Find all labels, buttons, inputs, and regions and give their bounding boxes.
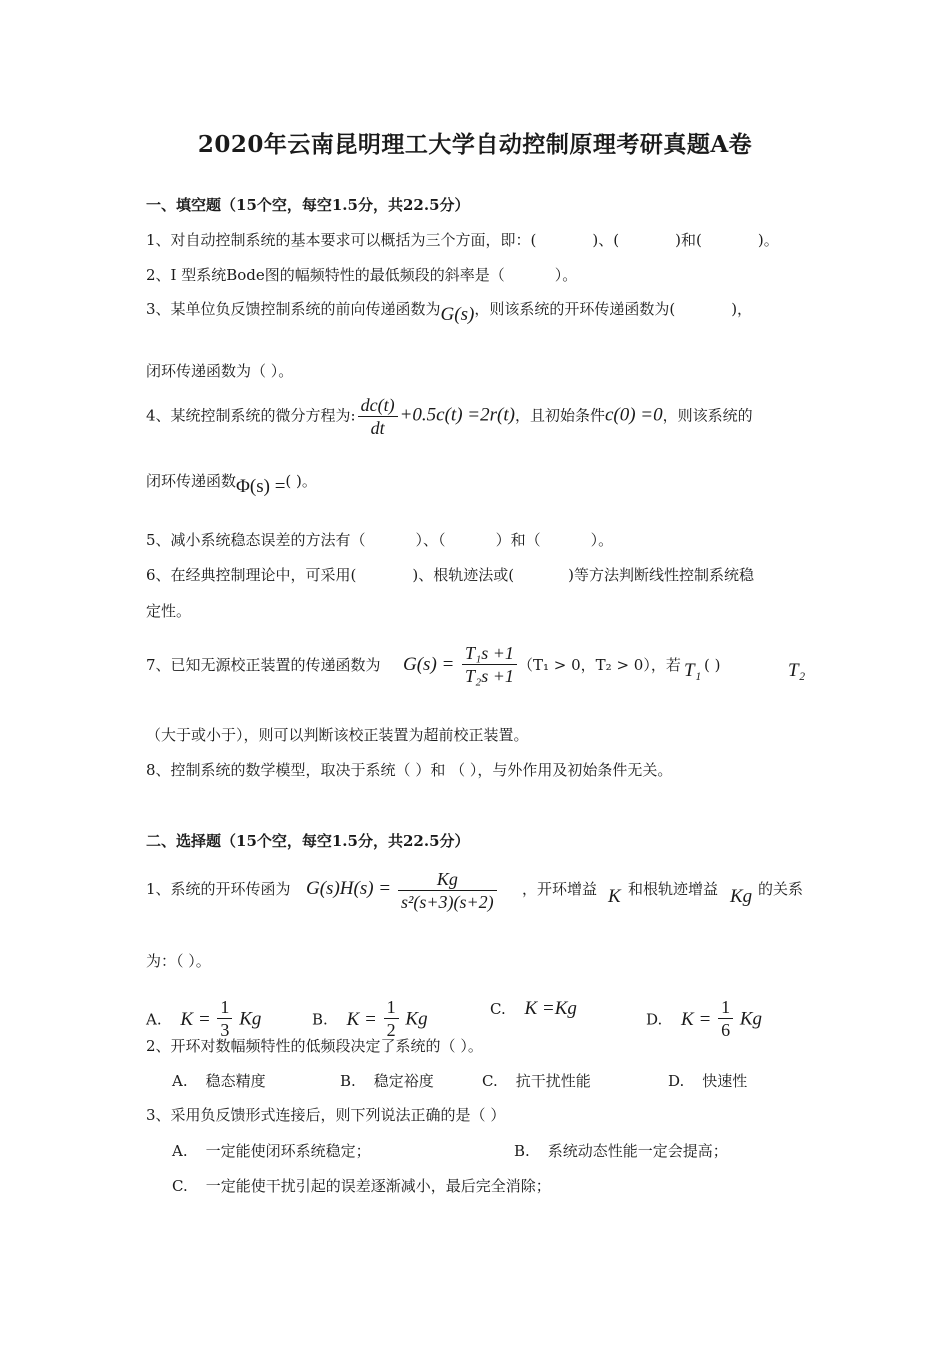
s1q4-line2 — [146, 470, 806, 497]
s1q3-text-c: )， — [731, 300, 753, 318]
s2q1-text-b: ，开环增益 — [522, 880, 598, 898]
s2q3-options-row2 — [146, 1175, 806, 1197]
s1q4-text-c: ，则该系统的 — [662, 406, 753, 425]
s2q3-options-row1 — [146, 1140, 806, 1162]
s2q3-option-c-text: 一定能使干扰引起的误差逐渐减小，最后完全消除； — [205, 1177, 551, 1195]
s2-question-3: 3、采用负反馈形式连接后，则下列说法正确的是（ ） — [146, 1106, 506, 1124]
s2q1-kg: Kg — [730, 886, 753, 907]
s1q4-line2-b: ( )。 — [285, 472, 317, 490]
s2q2-option-c-label: C. — [482, 1072, 498, 1090]
s1q7-t1: T₁ — [684, 660, 702, 681]
s1q3-text-b: ，则该系统的开环传递函数为( — [474, 300, 676, 318]
s2q3-option-b-text: 系统动态性能一定会提高； — [547, 1142, 728, 1160]
s2-question-1 — [146, 868, 806, 922]
s2q2-option-a-text: 稳态精度 — [205, 1072, 266, 1090]
s1q1-text-d: )。 — [757, 231, 779, 249]
s2q1-option-c-label: C. — [490, 1000, 506, 1018]
s2q2-option-c-text: 抗干扰性能 — [515, 1072, 591, 1090]
s1q4-frac-num: dc(t) — [358, 394, 398, 417]
s2q1-fraction — [398, 868, 497, 913]
s2q1-text-d: 的关系 — [758, 880, 804, 898]
s2q1-text-c: 和根轨迹增益 — [628, 880, 719, 898]
s1q7-t2: T₂ — [788, 660, 806, 681]
s2q3-option-a-text: 一定能使闭环系统稳定； — [205, 1142, 371, 1160]
s2q1-option-c-pre: K =Kg — [524, 998, 577, 1019]
s1q7-frac-num: T₁s +1 — [462, 642, 517, 665]
s2q1-option-a-den: 3 — [220, 1020, 230, 1040]
s1q2-text-b: ）。 — [554, 266, 578, 284]
s2q2-option-a-label: A. — [172, 1072, 188, 1090]
s1q6-text-c: )等方法判断线性控制系统稳 — [568, 566, 754, 584]
s2q1-option-d-label: D. — [646, 1010, 663, 1029]
s1q4-text-b: ，且初始条件 — [514, 406, 605, 425]
s2q1-option-d-pre: K = — [681, 1008, 712, 1030]
s2q2-options — [146, 1070, 806, 1092]
s1q2-text-a: 2、I 型系统Bode图的幅频特性的最低频段的斜率是（ — [146, 266, 505, 284]
section2-heading: 二、选择题（15个空，每空1.5分，共22.5分） — [146, 832, 470, 850]
s2q1-option-b-den: 2 — [386, 1020, 396, 1040]
s1q4-phi: Φ(s) = — [236, 476, 286, 497]
s2q1-text-a: 1、系统的开环传函为 — [146, 880, 291, 898]
s1q6-line2: 定性。 — [146, 602, 192, 620]
s2q1-options — [146, 986, 806, 1040]
s1q1-text-b: )、( — [592, 231, 620, 249]
s2q1-option-a-label: A. — [146, 1010, 162, 1029]
s2q1-option-b-label: B. — [312, 1010, 328, 1029]
s2q1-option-b-post: Kg — [405, 1008, 428, 1030]
s2q2-option-b[interactable] — [340, 1070, 434, 1092]
s2q1-option-a-num: 1 — [217, 996, 232, 1019]
s2q1-option-d-den: 6 — [721, 1020, 731, 1040]
s1q4-init: c(0) =0 — [604, 404, 663, 426]
s1-question-7 — [146, 642, 806, 692]
s1q6-text-b: )、根轨迹法或( — [412, 566, 515, 584]
s2q1-k: K — [608, 886, 621, 907]
s2q1-lhs: G(s)H(s) = — [306, 878, 392, 899]
s2q3-option-a-label: A. — [172, 1142, 188, 1160]
s1q7-cond: （T₁ > 0，T₂ > 0），若 — [518, 656, 681, 674]
s2q1-option-b-pre: K = — [346, 1008, 377, 1030]
page-title: 2020年云南昆明理工大学自动控制原理考研真题A卷 — [197, 131, 753, 158]
s1-question-3 — [146, 298, 806, 325]
s2q3-option-b[interactable] — [514, 1140, 728, 1162]
s1q5-text-d: ）。 — [590, 531, 614, 549]
s1q4-expr-rest: +0.5c(t) =2r(t) — [399, 404, 515, 426]
s2q1-option-b-num: 1 — [384, 996, 399, 1019]
s2q1-frac-num: Kg — [398, 868, 497, 891]
s2q3-option-a[interactable] — [172, 1140, 371, 1162]
s2q1-option-a-post: Kg — [239, 1008, 262, 1030]
s2q2-option-a[interactable] — [172, 1070, 266, 1092]
s1q7-line2: （大于或小于），则可以判断该校正装置为超前校正装置。 — [146, 726, 529, 744]
s2q2-option-b-text: 稳定裕度 — [373, 1072, 434, 1090]
s1q4-frac-den: dt — [370, 418, 385, 438]
s2q2-option-c[interactable] — [482, 1070, 591, 1092]
s1-question-2 — [146, 264, 806, 286]
s1-question-8: 8、控制系统的数学模型，取决于系统（ ）和 （ ），与外作用及初始条件无关。 — [146, 761, 673, 779]
s1q7-fraction — [462, 642, 517, 687]
s2q2-option-d-label: D. — [668, 1072, 685, 1090]
s2-question-2: 2、开环对数幅频特性的低频段决定了系统的（ ）。 — [146, 1037, 483, 1055]
s1-question-4 — [146, 394, 806, 439]
s1q1-text-c: )和( — [675, 231, 702, 249]
s1q7-paren: ( ) — [704, 656, 721, 674]
s1q7-text-a: 7、已知无源校正装置的传递函数为 — [146, 656, 381, 674]
s2q3-option-b-label: B. — [514, 1142, 530, 1160]
s2q3-option-c[interactable] — [172, 1175, 551, 1197]
s1q7-lhs: G(s) = — [403, 654, 455, 675]
section1-heading: 一、填空题（15个空，每空1.5分，共22.5分） — [146, 196, 470, 214]
s2q2-option-b-label: B. — [340, 1072, 356, 1090]
s1q5-text-c: ）和（ — [495, 531, 541, 549]
s2q2-option-d[interactable] — [668, 1070, 747, 1092]
s2q1-line2: 为：（ ）。 — [146, 952, 211, 970]
s1q4-text-a: 4、某统控制系统的微分方程为: — [146, 406, 356, 425]
s1q3-text-a: 3、某单位负反馈控制系统的前向传递函数为 — [146, 300, 441, 318]
s1-question-5 — [146, 529, 806, 551]
s1q6-text-a: 6、在经典控制理论中，可采用( — [146, 566, 357, 584]
s1-question-6 — [146, 564, 806, 586]
s2q3-option-c-label: C. — [172, 1177, 188, 1195]
s1q3-expr: G(s) — [440, 304, 475, 325]
s1q3-line2: 闭环传递函数为（ ）。 — [146, 362, 294, 380]
s2q1-frac-den: s²(s+3)(s+2) — [401, 892, 494, 912]
s1q7-frac-den: T₂s +1 — [465, 666, 514, 686]
s2q1-option-d-post: Kg — [739, 1008, 763, 1030]
s2q1-option-a-pre: K = — [180, 1008, 211, 1030]
s1q4-line2-a: 闭环传递函数 — [146, 472, 237, 490]
s1q4-fraction — [358, 394, 398, 439]
s1q5-text-a: 5、减小系统稳态误差的方法有（ — [146, 531, 366, 549]
s1q1-text-a: 1、对自动控制系统的基本要求可以概括为三个方面，即：( — [146, 231, 537, 249]
s1-question-1 — [146, 229, 806, 251]
s2q1-option-d-num: 1 — [718, 996, 733, 1019]
s2q1-option-c[interactable] — [490, 998, 577, 1020]
s2q2-option-d-text: 快速性 — [702, 1072, 748, 1090]
s1q5-text-b: ）、（ — [415, 531, 446, 549]
